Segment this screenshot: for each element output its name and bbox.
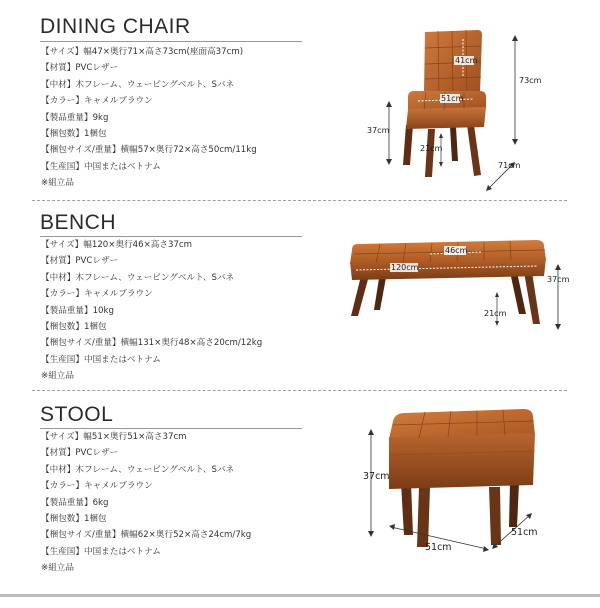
- dim-height: 37cm: [363, 471, 390, 482]
- spec-filling: 【中材】木フレーム、ウェービングベルト、Sバネ: [41, 272, 235, 283]
- spec-origin: 【生産国】中国またはベトナム: [41, 546, 161, 557]
- spec-assembly: ※組立品: [41, 178, 74, 189]
- dim-depth: 71cm: [498, 161, 521, 170]
- bench-illustration: [340, 230, 575, 350]
- title-underline: [40, 41, 302, 42]
- spec-material: 【材質】PVCレザー: [41, 448, 119, 459]
- dim-height: 37cm: [547, 275, 570, 284]
- spec-package-size: 【梱包サイズ/重量】横幅62×奥行52×高さ24cm/7kg: [41, 530, 252, 541]
- spec-package-size: 【梱包サイズ/重量】横幅57×奥行72×高さ50cm/11kg: [41, 145, 257, 156]
- spec-assembly: ※組立品: [41, 371, 74, 382]
- spec-list: [41, 44, 257, 192]
- spec-material: 【材質】PVCレザー: [41, 63, 119, 74]
- section-title: DINING CHAIR: [40, 15, 191, 38]
- stool-illustration: [355, 395, 560, 595]
- dim-width: 51cm: [425, 542, 452, 553]
- spec-color: 【カラー】キャメルブラウン: [41, 96, 153, 107]
- section-stool: [0, 390, 600, 594]
- dim-total-height: 73cm: [519, 76, 542, 85]
- spec-color: 【カラー】キャメルブラウン: [41, 481, 153, 492]
- dining-chair-illustration: [367, 25, 550, 197]
- spec-size: 【サイズ】幅51×奥行51×高さ37cm: [41, 432, 187, 442]
- spec-weight: 【製品重量】10kg: [41, 305, 114, 316]
- spec-weight: 【製品重量】6kg: [41, 497, 109, 508]
- spec-list: [41, 429, 251, 577]
- section-dining-chair: [0, 0, 600, 200]
- section-title: STOOL: [40, 403, 114, 426]
- spec-material: 【材質】PVCレザー: [41, 256, 119, 267]
- spec-filling: 【中材】木フレーム、ウェービングベルト、Sバネ: [41, 79, 235, 90]
- footer-bar: [0, 594, 600, 597]
- spec-weight: 【製品重量】9kg: [41, 112, 109, 123]
- spec-size: 【サイズ】幅47×奥行71×高さ73cm(座面高37cm): [41, 47, 244, 57]
- spec-packages: 【梱包数】1梱包: [41, 321, 107, 332]
- dim-depth: 51cm: [511, 527, 538, 538]
- spec-assembly: ※組立品: [41, 563, 74, 574]
- dim-width: 120cm: [391, 263, 419, 272]
- dim-back-height: 41cm: [455, 56, 478, 65]
- dim-seat-height: 37cm: [367, 126, 390, 135]
- dim-seat-depth: 51cm: [441, 94, 464, 103]
- spec-list: [41, 237, 262, 385]
- spec-origin: 【生産国】中国またはベトナム: [41, 161, 161, 172]
- spec-color: 【カラー】キャメルブラウン: [41, 289, 153, 300]
- spec-filling: 【中材】木フレーム、ウェービングベルト、Sバネ: [41, 464, 235, 475]
- dim-leg-height: 21cm: [420, 144, 443, 153]
- spec-packages: 【梱包数】1梱包: [41, 513, 107, 524]
- spec-size: 【サイズ】幅120×奥行46×高さ37cm: [41, 240, 193, 250]
- section-bench: [0, 200, 600, 390]
- spec-package-size: 【梱包サイズ/重量】横幅131×奥行48×高さ20cm/12kg: [41, 338, 263, 349]
- spec-origin: 【生産国】中国またはベトナム: [41, 354, 161, 365]
- dim-depth: 46cm: [445, 246, 468, 255]
- section-title: BENCH: [40, 211, 117, 234]
- dim-leg-height: 21cm: [484, 309, 507, 318]
- spec-packages: 【梱包数】1梱包: [41, 128, 107, 139]
